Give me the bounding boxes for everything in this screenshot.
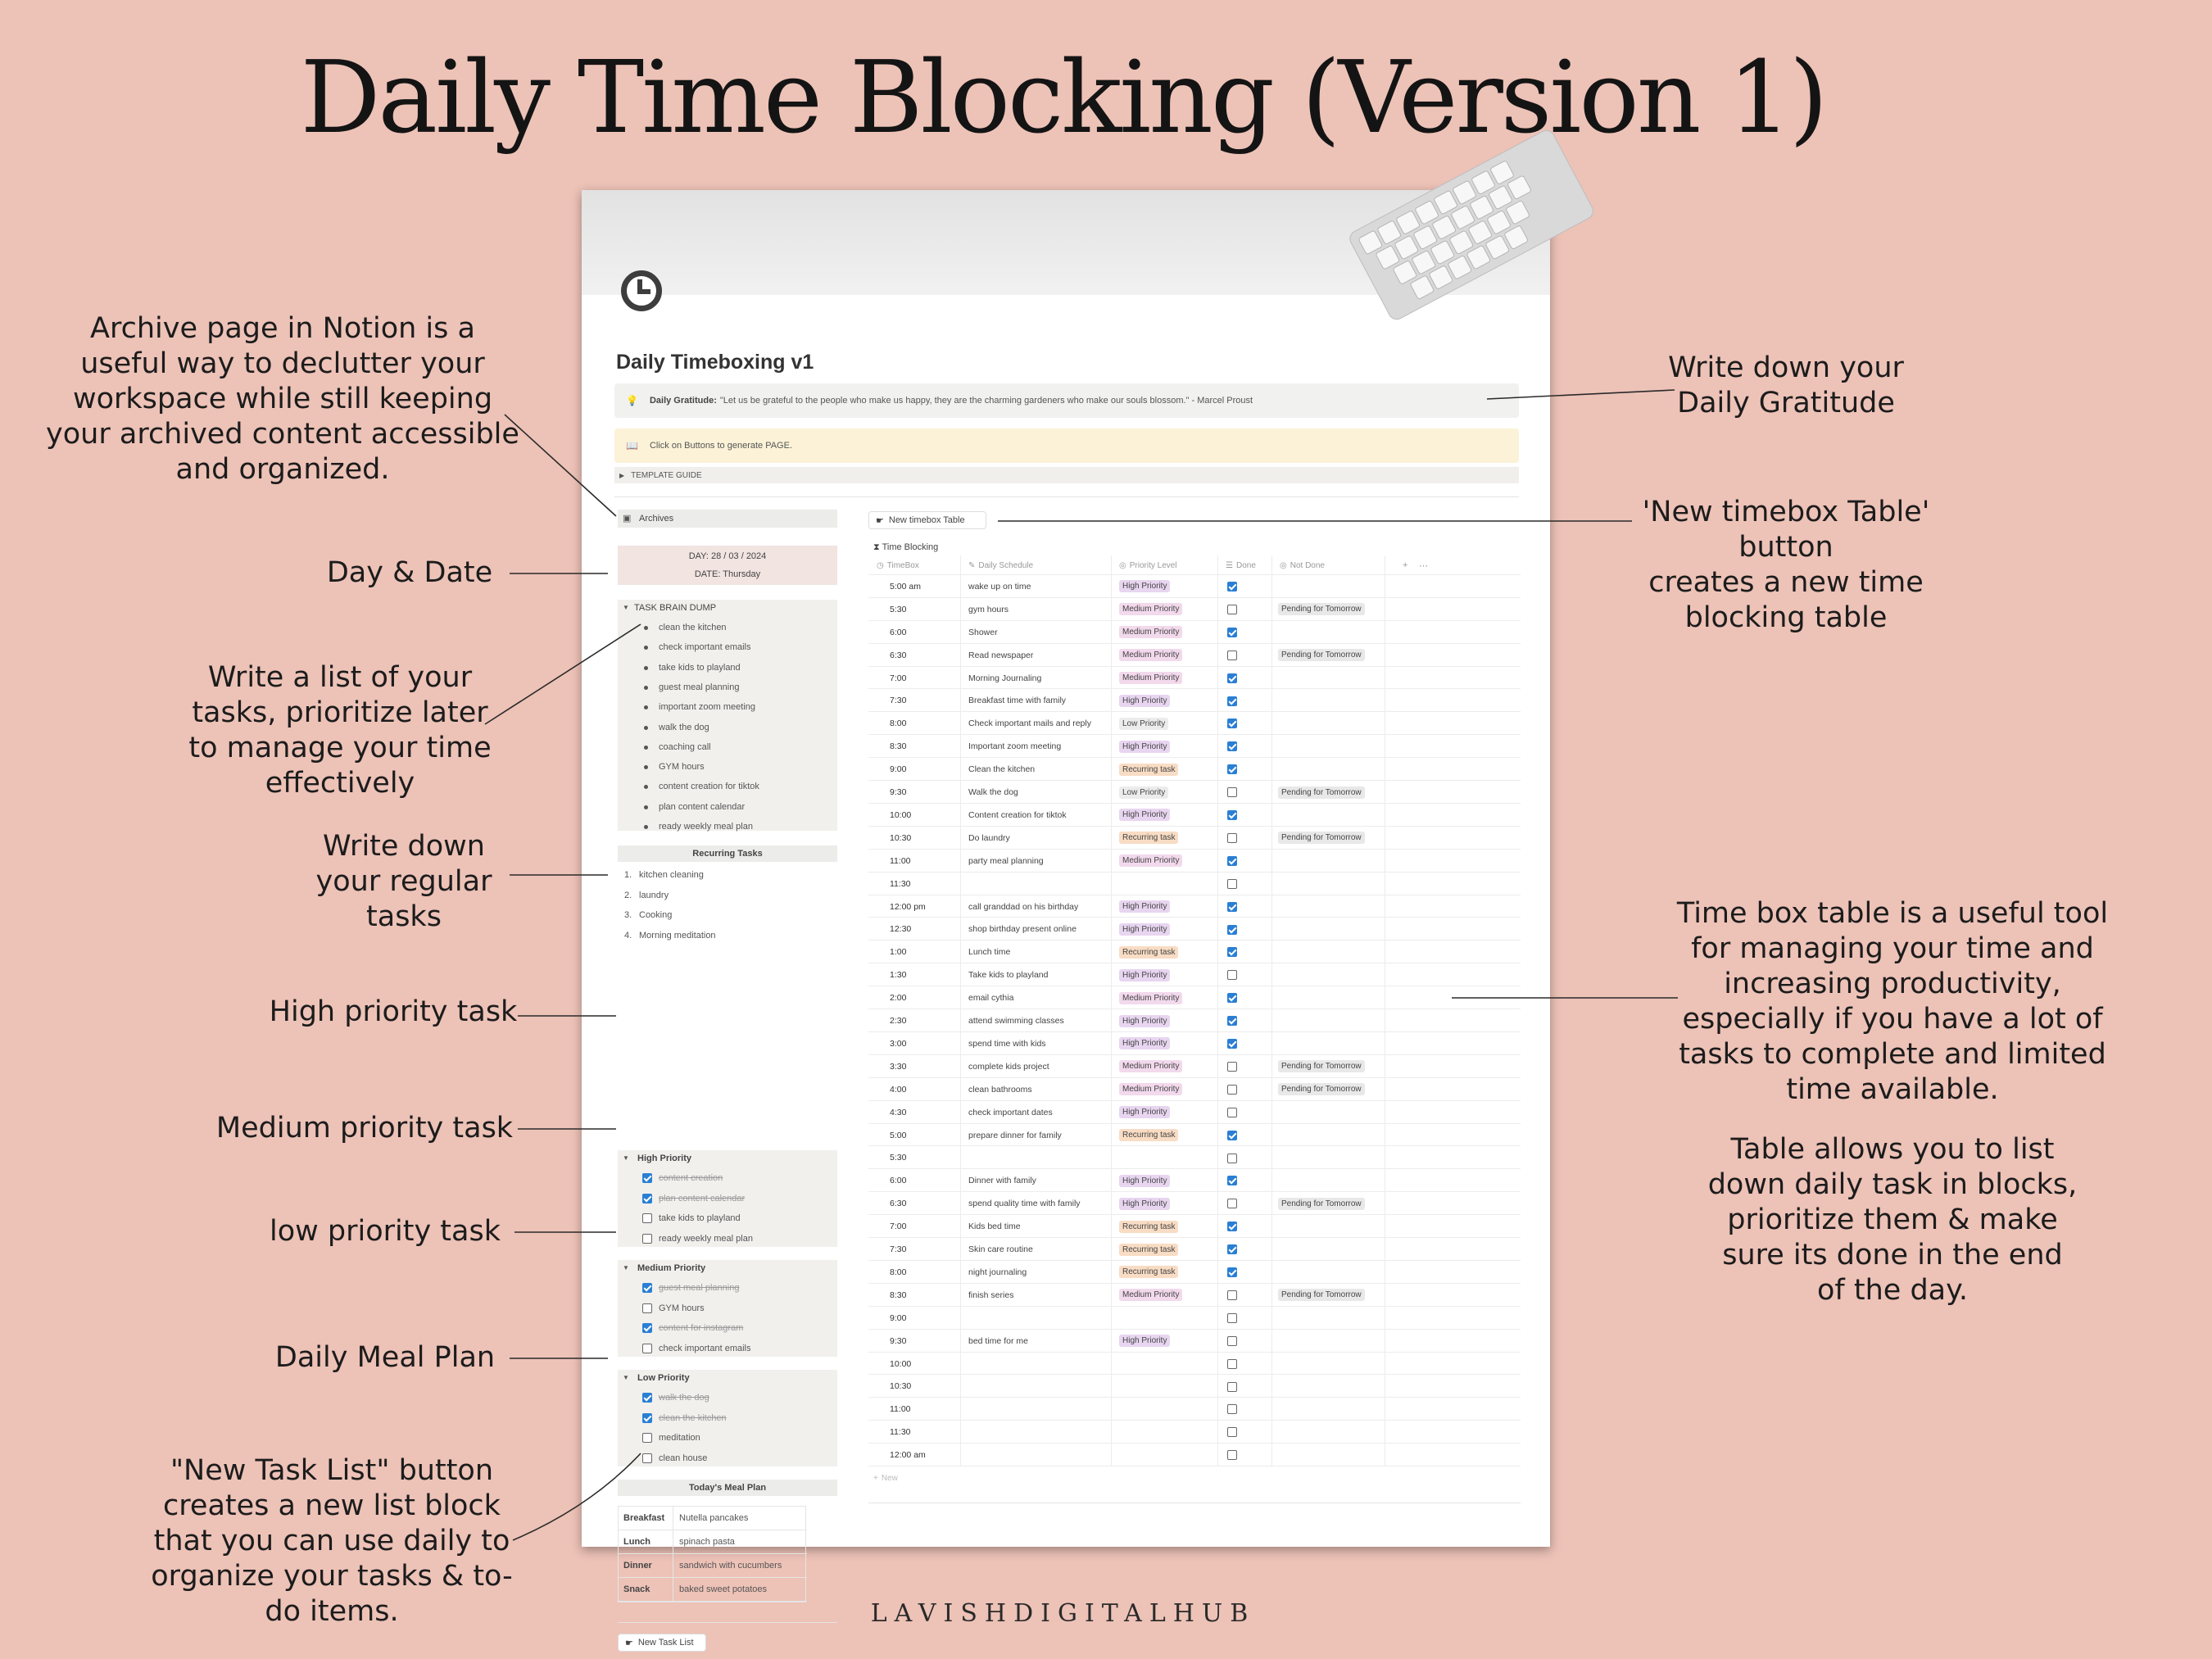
high-task: ready weekly meal plan — [659, 1233, 753, 1244]
priority-tag: Recurring task — [1119, 764, 1178, 776]
annotation-line: to manage your time — [188, 732, 492, 764]
timebox-cell: 10:00 — [890, 809, 912, 820]
priority-tag: Low Priority — [1119, 718, 1168, 730]
priority-tag: High Priority — [1119, 1335, 1170, 1347]
schedule-cell: Skin care routine — [968, 1244, 1033, 1255]
meal-value: spinach pasta — [679, 1537, 735, 1547]
schedule-cell: Read newspaper — [968, 650, 1034, 660]
annotation-line: creates a new time — [1648, 566, 1924, 599]
brain-dump-item: plan content calendar — [659, 801, 746, 812]
timebox-cell: 4:00 — [890, 1084, 907, 1095]
column-label: Done — [1235, 560, 1256, 570]
timebox-cell: 10:30 — [890, 832, 912, 843]
schedule-cell: bed time for me — [968, 1335, 1028, 1346]
timebox-cell: 9:00 — [890, 764, 907, 775]
timebox-cell: 11:30 — [890, 878, 911, 889]
timebox-cell: 8:00 — [890, 1267, 907, 1277]
annotation-day-date — [311, 555, 508, 591]
brain-dump-item: clean the kitchen — [659, 623, 727, 632]
pending-tag: Pending for Tomorrow — [1278, 786, 1365, 799]
timebox-cell: 11:00 — [890, 1404, 911, 1415]
schedule-cell: party meal planning — [968, 855, 1044, 866]
schedule-cell: Do laundry — [968, 832, 1010, 843]
annotation-line: Daily Gratitude — [1677, 387, 1895, 419]
annotation-low-priority — [262, 1214, 508, 1249]
column-label: Daily Schedule — [978, 560, 1034, 570]
annotation-line: 'New timebox Table' — [1642, 496, 1930, 528]
timebox-cell: 9:30 — [890, 1335, 907, 1346]
footer-brand: LAVISHDIGITALHUB — [870, 1599, 1256, 1628]
brain-dump-item: check important emails — [659, 642, 751, 653]
schedule-cell: call granddad on his birthday — [968, 901, 1079, 912]
brain-dump-title: TASK BRAIN DUMP — [634, 603, 717, 613]
annotation-line: tasks, prioritize later — [192, 696, 488, 729]
annotation-line: Daily Meal Plan — [274, 1341, 496, 1374]
medium-task: content for instagram — [659, 1323, 744, 1333]
triangle-right-icon: ▶ — [619, 471, 625, 479]
priority-tag: Medium Priority — [1119, 672, 1182, 684]
annotation-line: tasks — [366, 900, 442, 933]
schedule-cell: Check important mails and reply — [968, 718, 1091, 729]
timebox-cell: 8:30 — [890, 1290, 907, 1300]
timebox-cell: 6:00 — [890, 627, 907, 637]
cursor-icon: ☛ — [625, 1638, 633, 1648]
schedule-cell: email cythia — [968, 993, 1014, 1004]
priority-tag: Recurring task — [1119, 946, 1178, 959]
schedule-cell: spend quality time with family — [968, 1199, 1081, 1209]
timebox-cell: 12:00 am — [890, 1450, 926, 1461]
archive-icon: ▣ — [623, 514, 632, 524]
timebox-cell: 10:30 — [890, 1381, 912, 1392]
priority-tag: Medium Priority — [1119, 992, 1182, 1004]
new-row-label: New — [881, 1473, 898, 1483]
brain-dump-item: important zoom meeting — [659, 702, 755, 713]
buttons-hint: Click on Buttons to generate PAGE. — [649, 441, 793, 451]
annotation-line: creates a new list block — [163, 1489, 501, 1522]
meal-value: baked sweet potatoes — [679, 1584, 768, 1594]
new-timebox-label: New timebox Table — [888, 515, 965, 525]
clock-icon: ◷ — [877, 560, 884, 570]
annotation-line: blocking table — [1684, 601, 1888, 634]
annotation-line: tasks to complete and limited — [1679, 1038, 2106, 1071]
high-task: content creation — [659, 1173, 723, 1183]
priority-tag: High Priority — [1119, 809, 1170, 821]
page-title: Daily Timeboxing v1 — [616, 351, 814, 374]
timebox-cell: 12:30 — [890, 924, 912, 935]
pending-tag: Pending for Tomorrow — [1278, 603, 1365, 615]
annotation-line: Archive page in Notion is a — [90, 312, 475, 345]
priority-tag: Medium Priority — [1119, 854, 1182, 867]
meal-plan-title: Today's Meal Plan — [688, 1483, 767, 1493]
schedule-cell: clean bathrooms — [968, 1084, 1032, 1095]
timebox-cell: 6:00 — [890, 1176, 907, 1186]
schedule-cell: Lunch time — [968, 947, 1011, 958]
brain-dump-item: take kids to playland — [659, 662, 741, 673]
annotation-line: Medium priority task — [215, 1112, 514, 1145]
meal-name: Dinner — [623, 1561, 652, 1571]
annotation-line: time available. — [1786, 1073, 1999, 1106]
annotation-line: sure its done in the end — [1722, 1239, 2063, 1271]
priority-tag: High Priority — [1119, 1106, 1170, 1118]
pending-tag: Pending for Tomorrow — [1278, 1083, 1365, 1095]
priority-tag: Medium Priority — [1119, 649, 1182, 661]
schedule-cell: prepare dinner for family — [968, 1130, 1062, 1140]
timebox-cell: 5:00 — [890, 1130, 907, 1140]
annotation-line: Table allows you to list — [1730, 1133, 2055, 1166]
timebox-cell: 9:30 — [890, 787, 907, 798]
priority-tag: High Priority — [1119, 695, 1170, 707]
brain-dump-item: walk the dog — [659, 722, 709, 732]
annotation-high-priority — [262, 995, 524, 1030]
list-number: 3. — [624, 910, 632, 920]
annotation-line: for managing your time and — [1691, 932, 2094, 965]
priority-tag: Medium Priority — [1119, 1289, 1182, 1301]
annotation-line: down daily task in blocks, — [1707, 1168, 2078, 1201]
priority-tag: Recurring task — [1119, 1266, 1178, 1278]
priority-tag: Recurring task — [1119, 1129, 1178, 1141]
annotation-line: workspace while still keeping — [72, 383, 493, 415]
annotation-regular-tasks — [295, 829, 513, 935]
timebox-cell: 8:00 — [890, 718, 907, 729]
priority-tag: Medium Priority — [1119, 1060, 1182, 1072]
schedule-cell: Shower — [968, 627, 998, 637]
annotation-line: your archived content accessible — [46, 418, 519, 451]
low-task: walk the dog — [659, 1393, 709, 1403]
annotation-line: increasing productivity, — [1724, 968, 2061, 1000]
priority-tag: High Priority — [1119, 923, 1170, 936]
timebox-cell: 5:00 am — [890, 581, 921, 592]
priority-tag: High Priority — [1119, 1198, 1170, 1210]
archives-label: Archives — [639, 514, 674, 524]
day-text: DAY: 28 / 03 / 2024 — [688, 551, 767, 561]
annotation-line: do items. — [265, 1595, 399, 1628]
timebox-cell: 5:30 — [890, 1153, 907, 1163]
timebox-cell: 4:30 — [890, 1107, 907, 1117]
gratitude-text: "Let us be grateful to the people who make us happy, they are the charming gardeners who make our souls blossom." - Marcel Proust — [719, 396, 1253, 406]
cursor-icon: ☛ — [876, 515, 884, 526]
annotation-line: prioritize them & make — [1727, 1203, 2058, 1236]
priority-tag: High Priority — [1119, 1015, 1170, 1027]
annotation-table-allows — [1688, 1132, 2097, 1308]
pending-tag: Pending for Tomorrow — [1278, 649, 1365, 661]
priority-tag: Recurring task — [1119, 832, 1178, 844]
brain-dump-item: content creation for tiktok — [659, 782, 759, 792]
schedule-cell: check important dates — [968, 1107, 1053, 1117]
timebox-cell: 6:30 — [890, 1199, 907, 1209]
target-icon: ◎ — [1280, 560, 1287, 570]
column-label: TimeBox — [886, 560, 919, 570]
schedule-cell: attend swimming classes — [968, 1016, 1064, 1027]
pending-tag: Pending for Tomorrow — [1278, 1198, 1365, 1210]
priority-tag: High Priority — [1119, 741, 1170, 753]
recurring-item: Cooking — [639, 910, 673, 920]
timebox-cell: 10:00 — [890, 1358, 912, 1369]
column-label: Priority Level — [1129, 560, 1177, 570]
priority-tag: Medium Priority — [1119, 626, 1182, 638]
timebox-cell: 8:30 — [890, 741, 907, 752]
high-task: plan content calendar — [659, 1193, 746, 1203]
timebox-cell: 7:30 — [890, 696, 907, 706]
priority-tag: High Priority — [1119, 900, 1170, 913]
timebox-cell: 9:00 — [890, 1312, 907, 1323]
recurring-title: Recurring Tasks — [692, 849, 763, 859]
timebox-cell: 2:30 — [890, 1016, 907, 1027]
schedule-cell: finish series — [968, 1290, 1014, 1300]
gratitude-label: Daily Gratitude: — [649, 396, 717, 406]
timebox-cell: 3:30 — [890, 1061, 907, 1072]
annotation-medium-priority — [213, 1111, 516, 1146]
low-priority-title: Low Priority — [637, 1373, 690, 1383]
priority-tag: High Priority — [1119, 1037, 1170, 1049]
timebox-cell: 2:00 — [890, 993, 907, 1004]
pending-tag: Pending for Tomorrow — [1278, 1289, 1365, 1301]
annotation-archive — [45, 311, 520, 487]
timebox-cell: 3:00 — [890, 1038, 907, 1049]
annotation-line: low priority task — [270, 1215, 501, 1248]
annotation-line: of the day. — [1817, 1274, 1968, 1307]
brain-dump-item: GYM hours — [659, 762, 705, 773]
timebox-cell: 11:30 — [890, 1427, 911, 1438]
medium-task: GYM hours — [659, 1303, 705, 1313]
medium-task: guest meal planning — [659, 1283, 740, 1293]
annotation-new-timebox — [1622, 495, 1950, 636]
annotation-line: your regular — [315, 865, 492, 898]
annotation-line: High priority task — [269, 995, 518, 1028]
high-priority-title: High Priority — [637, 1154, 692, 1163]
timebox-cell: 7:00 — [890, 1222, 907, 1232]
priority-tag: Recurring task — [1119, 1244, 1178, 1256]
schedule-cell: night journaling — [968, 1267, 1027, 1277]
triangle-down-icon: ▼ — [623, 1154, 629, 1162]
priority-tag: Medium Priority — [1119, 603, 1182, 615]
timebox-cell: 12:00 pm — [890, 901, 926, 912]
priority-tag: High Priority — [1119, 1175, 1170, 1187]
priority-tag: Medium Priority — [1119, 1083, 1182, 1095]
hourglass-icon: ⧗ — [873, 542, 880, 552]
meal-value: sandwich with cucumbers — [679, 1561, 782, 1571]
annotation-line: Write down your — [1668, 351, 1904, 384]
annotation-meal-plan — [262, 1340, 508, 1376]
schedule-cell: spend time with kids — [968, 1038, 1046, 1049]
new-task-list-label: New Task List — [637, 1638, 694, 1648]
annotation-line: effectively — [265, 767, 415, 800]
schedule-cell: Morning Journaling — [968, 673, 1042, 683]
annotation-task-list — [172, 660, 508, 801]
priority-tag: Recurring task — [1119, 1221, 1178, 1233]
annotation-line: button — [1738, 531, 1834, 564]
schedule-cell: Kids bed time — [968, 1222, 1021, 1232]
meal-name: Breakfast — [623, 1513, 665, 1523]
plus-icon: + — [873, 1473, 878, 1483]
annotation-line: useful way to declutter your — [80, 347, 485, 380]
priority-tag: High Priority — [1119, 969, 1170, 981]
schedule-cell: Content creation for tiktok — [968, 809, 1067, 820]
more-icon[interactable]: ⋯ — [1419, 560, 1428, 571]
target-icon: ◎ — [1119, 560, 1126, 570]
priority-tag: High Priority — [1119, 580, 1170, 592]
timebox-cell: 5:30 — [890, 604, 907, 614]
annotation-timebox-tool — [1663, 896, 2122, 1108]
add-column-icon[interactable]: + — [1403, 560, 1408, 570]
medium-priority-title: Medium Priority — [637, 1263, 706, 1273]
book-icon: 📖 — [626, 440, 638, 451]
brain-dump-item: coaching call — [659, 741, 711, 752]
low-task: meditation — [659, 1433, 700, 1443]
meal-value: Nutella pancakes — [679, 1513, 749, 1523]
annotation-line: and organized. — [175, 453, 390, 486]
triangle-down-icon: ▼ — [623, 604, 629, 611]
recurring-item: Morning meditation — [639, 930, 716, 941]
lightbulb-icon: 💡 — [626, 395, 638, 406]
schedule-cell: shop birthday present online — [968, 924, 1077, 935]
schedule-cell: Walk the dog — [968, 787, 1018, 798]
annotation-line: Write a list of your — [207, 661, 473, 694]
annotation-gratitude — [1655, 351, 1917, 421]
schedule-cell: Important zoom meeting — [968, 741, 1062, 752]
brain-dump-item: guest meal planning — [659, 682, 740, 692]
schedule-cell: Take kids to playland — [968, 970, 1049, 981]
date-text: DATE: Thursday — [694, 569, 761, 579]
pencil-icon: ✎ — [968, 560, 976, 570]
annotation-line: especially if you have a lot of — [1682, 1003, 2103, 1036]
schedule-cell: Breakfast time with family — [968, 696, 1067, 706]
checklist-icon: ☰ — [1226, 560, 1233, 570]
schedule-cell: Dinner with family — [968, 1176, 1036, 1186]
low-task: clean house — [659, 1453, 708, 1463]
list-number: 4. — [624, 930, 632, 941]
high-task: take kids to playland — [659, 1213, 741, 1223]
template-guide-label: TEMPLATE GUIDE — [631, 470, 702, 480]
timebox-cell: 1:00 — [890, 947, 907, 958]
main-title: Daily Time Blocking (Version 1) — [300, 39, 1826, 156]
meal-name: Lunch — [623, 1537, 650, 1547]
annotation-line: "New Task List" button — [170, 1454, 494, 1487]
timebox-cell: 6:30 — [890, 650, 907, 660]
brain-dump-item: ready weekly meal plan — [659, 822, 753, 832]
tab-label: Time Blocking — [882, 542, 939, 552]
triangle-down-icon: ▼ — [623, 1264, 629, 1271]
column-label: Not Done — [1290, 560, 1325, 570]
annotation-line: Time box table is a useful tool — [1676, 897, 2109, 930]
recurring-item: laundry — [639, 890, 669, 900]
low-task: clean the kitchen — [659, 1412, 727, 1423]
list-number: 1. — [624, 870, 632, 880]
priority-tag: Low Priority — [1119, 786, 1168, 799]
annotation-line: Day & Date — [326, 556, 493, 589]
pending-tag: Pending for Tomorrow — [1278, 1060, 1365, 1072]
list-number: 2. — [624, 890, 632, 900]
annotation-line: Write down — [323, 830, 485, 863]
recurring-item: kitchen cleaning — [639, 870, 704, 880]
meal-name: Snack — [623, 1584, 650, 1594]
timebox-cell: 7:00 — [890, 673, 907, 683]
schedule-cell: gym hours — [968, 604, 1009, 614]
pending-tag: Pending for Tomorrow — [1278, 832, 1365, 844]
schedule-cell: Clean the kitchen — [968, 764, 1036, 775]
annotation-line: that you can use daily to — [153, 1525, 510, 1557]
timebox-cell: 1:30 — [890, 970, 907, 981]
schedule-cell: wake up on time — [968, 581, 1031, 592]
timebox-cell: 11:00 — [890, 855, 911, 866]
annotation-line: organize your tasks & to- — [151, 1560, 513, 1593]
schedule-cell: complete kids project — [968, 1061, 1049, 1072]
medium-task: check important emails — [659, 1343, 751, 1353]
timebox-cell: 7:30 — [890, 1244, 907, 1255]
triangle-down-icon: ▼ — [623, 1374, 629, 1381]
